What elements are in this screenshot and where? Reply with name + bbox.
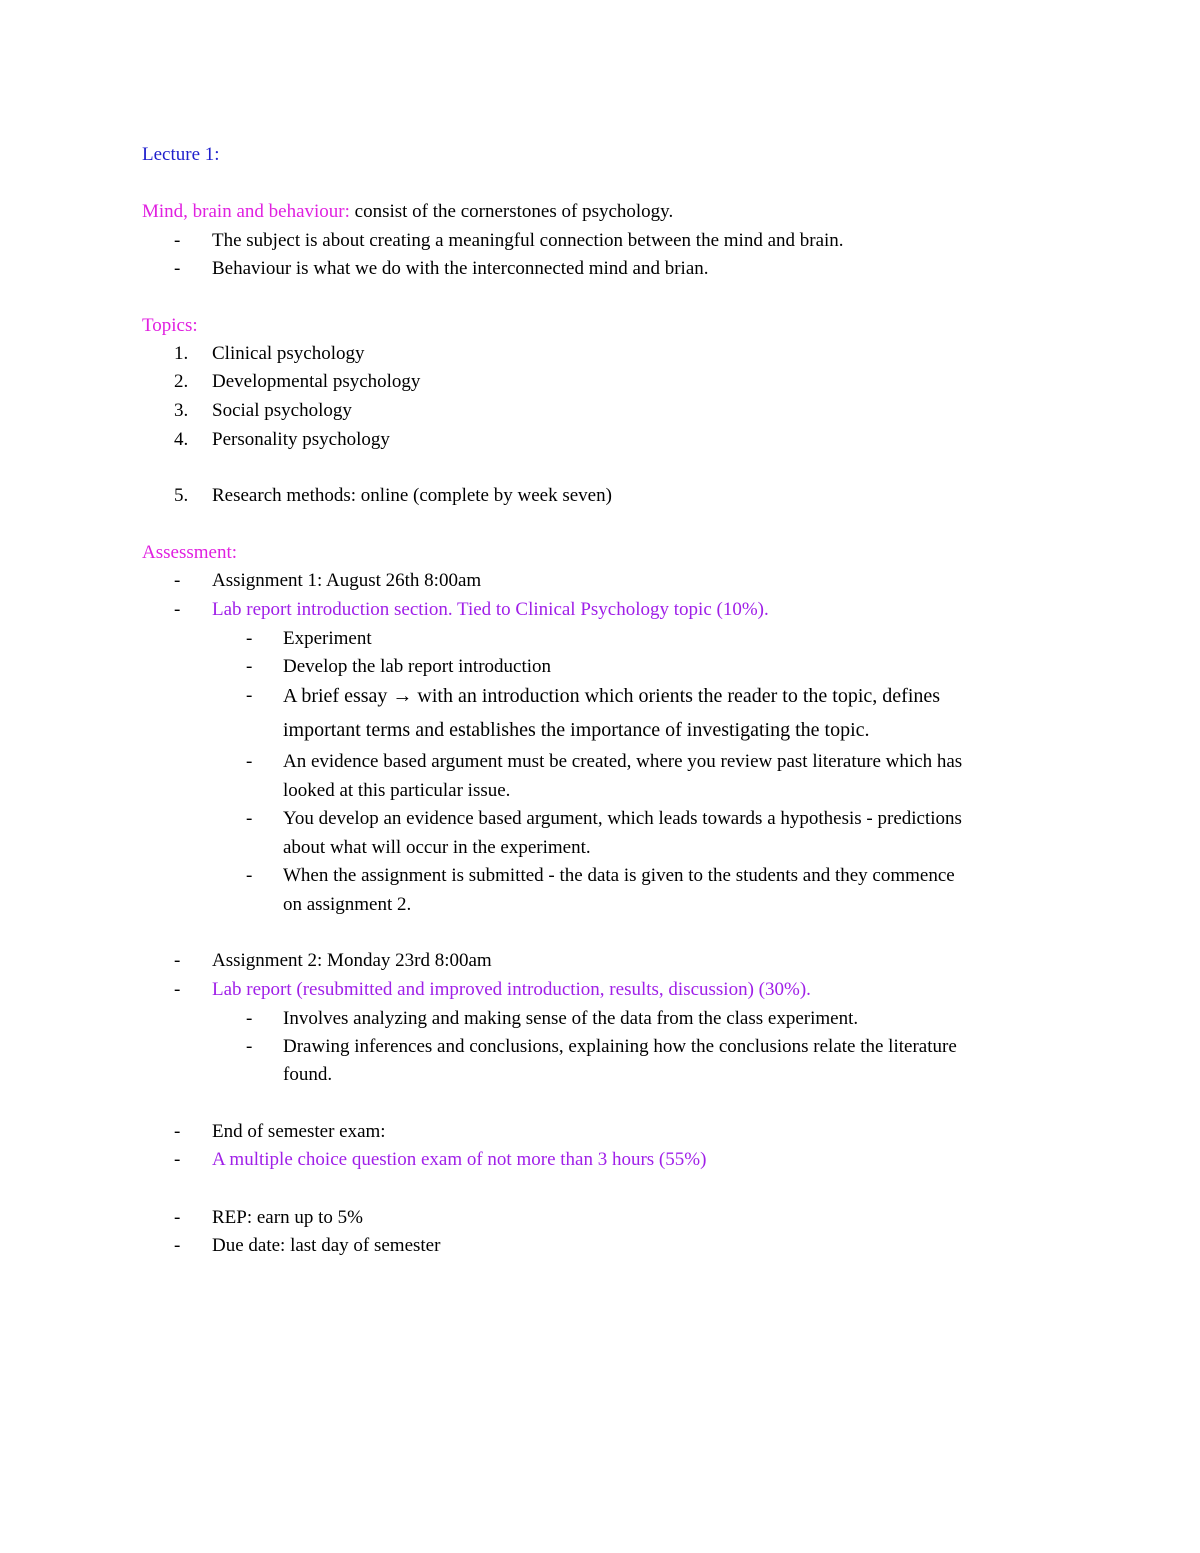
assignment1-point: You develop an evidence based argument, which leads towards a hypothesis - predictions	[283, 808, 962, 829]
assignment1-point: Develop the lab report introduction	[283, 656, 552, 677]
exam-title: End of semester exam:	[212, 1121, 386, 1142]
assignment2-desc: Lab report (resubmitted and improved introduction, results, discussion) (30%).	[212, 979, 811, 1000]
assignment2-title: Assignment 2: Monday 23rd 8:00am	[212, 950, 492, 971]
intro-text: consist of the cornerstones of psychology.	[349, 201, 674, 222]
rep-due-date: Due date: last day of semester	[212, 1235, 441, 1256]
sub-bullet-dash: -	[246, 628, 253, 649]
rep-title: REP: earn up to 5%	[212, 1207, 363, 1228]
topic-number: 2.	[174, 371, 189, 392]
sub-bullet-dash: -	[246, 656, 253, 677]
assignment1-title: Assignment 1: August 26th 8:00am	[212, 570, 482, 591]
bullet-dash: -	[174, 258, 181, 279]
topic-number: 3.	[174, 400, 189, 421]
bullet-dash: -	[174, 1149, 181, 1170]
sub-bullet-dash: -	[246, 1036, 253, 1057]
bullet-dash: -	[174, 979, 181, 1000]
assignment1-point-cont: on assignment 2.	[283, 894, 412, 915]
intro-line	[142, 200, 673, 224]
topic-item: Research methods: online (complete by week seven)	[212, 485, 612, 506]
bullet-dash: -	[174, 1207, 181, 1228]
assignment1-point: An evidence based argument must be created, where you review past literature which has	[283, 751, 963, 772]
intro-label: Mind, brain and behaviour:	[142, 201, 350, 222]
bullet-dash: -	[174, 1235, 181, 1256]
topic-number: 4.	[174, 429, 189, 450]
topic-item: Developmental psychology	[212, 371, 421, 392]
topic-number: 5.	[174, 485, 189, 506]
bullet-dash: -	[174, 1121, 181, 1142]
assignment1-point-cont: looked at this particular issue.	[283, 780, 511, 801]
assignment1-point: When the assignment is submitted - the data is given to the students and they commence	[283, 865, 955, 886]
bullet-dash: -	[174, 570, 181, 591]
assignment2-point-cont: found.	[283, 1064, 333, 1085]
assessment-label: Assessment:	[142, 542, 237, 563]
sub-bullet-dash: -	[246, 1008, 253, 1029]
topic-item: Clinical psychology	[212, 343, 365, 364]
sub-bullet-dash: -	[246, 808, 253, 829]
assignment1-desc: Lab report introduction section. Tied to Clinical Psychology topic (10%).	[212, 599, 769, 620]
topic-item: Personality psychology	[212, 429, 390, 450]
assignment1-point-cont: important terms and establishes the importance of investigating the topic.	[283, 719, 870, 741]
lecture-heading: Lecture 1:	[142, 144, 220, 165]
sub-bullet-dash: -	[246, 685, 253, 706]
intro-bullet: The subject is about creating a meaningful connection between the mind and brain.	[212, 230, 844, 251]
sub-bullet-dash: -	[246, 751, 253, 772]
assignment2-point: Involves analyzing and making sense of the data from the class experiment.	[283, 1008, 859, 1029]
bullet-dash: -	[174, 599, 181, 620]
topic-item: Social psychology	[212, 400, 352, 421]
bullet-dash: -	[174, 950, 181, 971]
topic-number: 1.	[174, 343, 189, 364]
assignment1-point-cont: about what will occur in the experiment.	[283, 837, 591, 858]
topics-label: Topics:	[142, 315, 198, 336]
bullet-dash: -	[174, 230, 181, 251]
sub-bullet-dash: -	[246, 865, 253, 886]
assignment1-point: Experiment	[283, 628, 372, 649]
exam-desc: A multiple choice question exam of not more than 3 hours (55%)	[212, 1149, 707, 1170]
intro-bullet: Behaviour is what we do with the interconnected mind and brian.	[212, 258, 709, 279]
assignment1-point: A brief essay → with an introduction which orients the reader to the topic, defines	[283, 685, 941, 707]
assignment2-point: Drawing inferences and conclusions, explaining how the conclusions relate the literature	[283, 1036, 957, 1057]
